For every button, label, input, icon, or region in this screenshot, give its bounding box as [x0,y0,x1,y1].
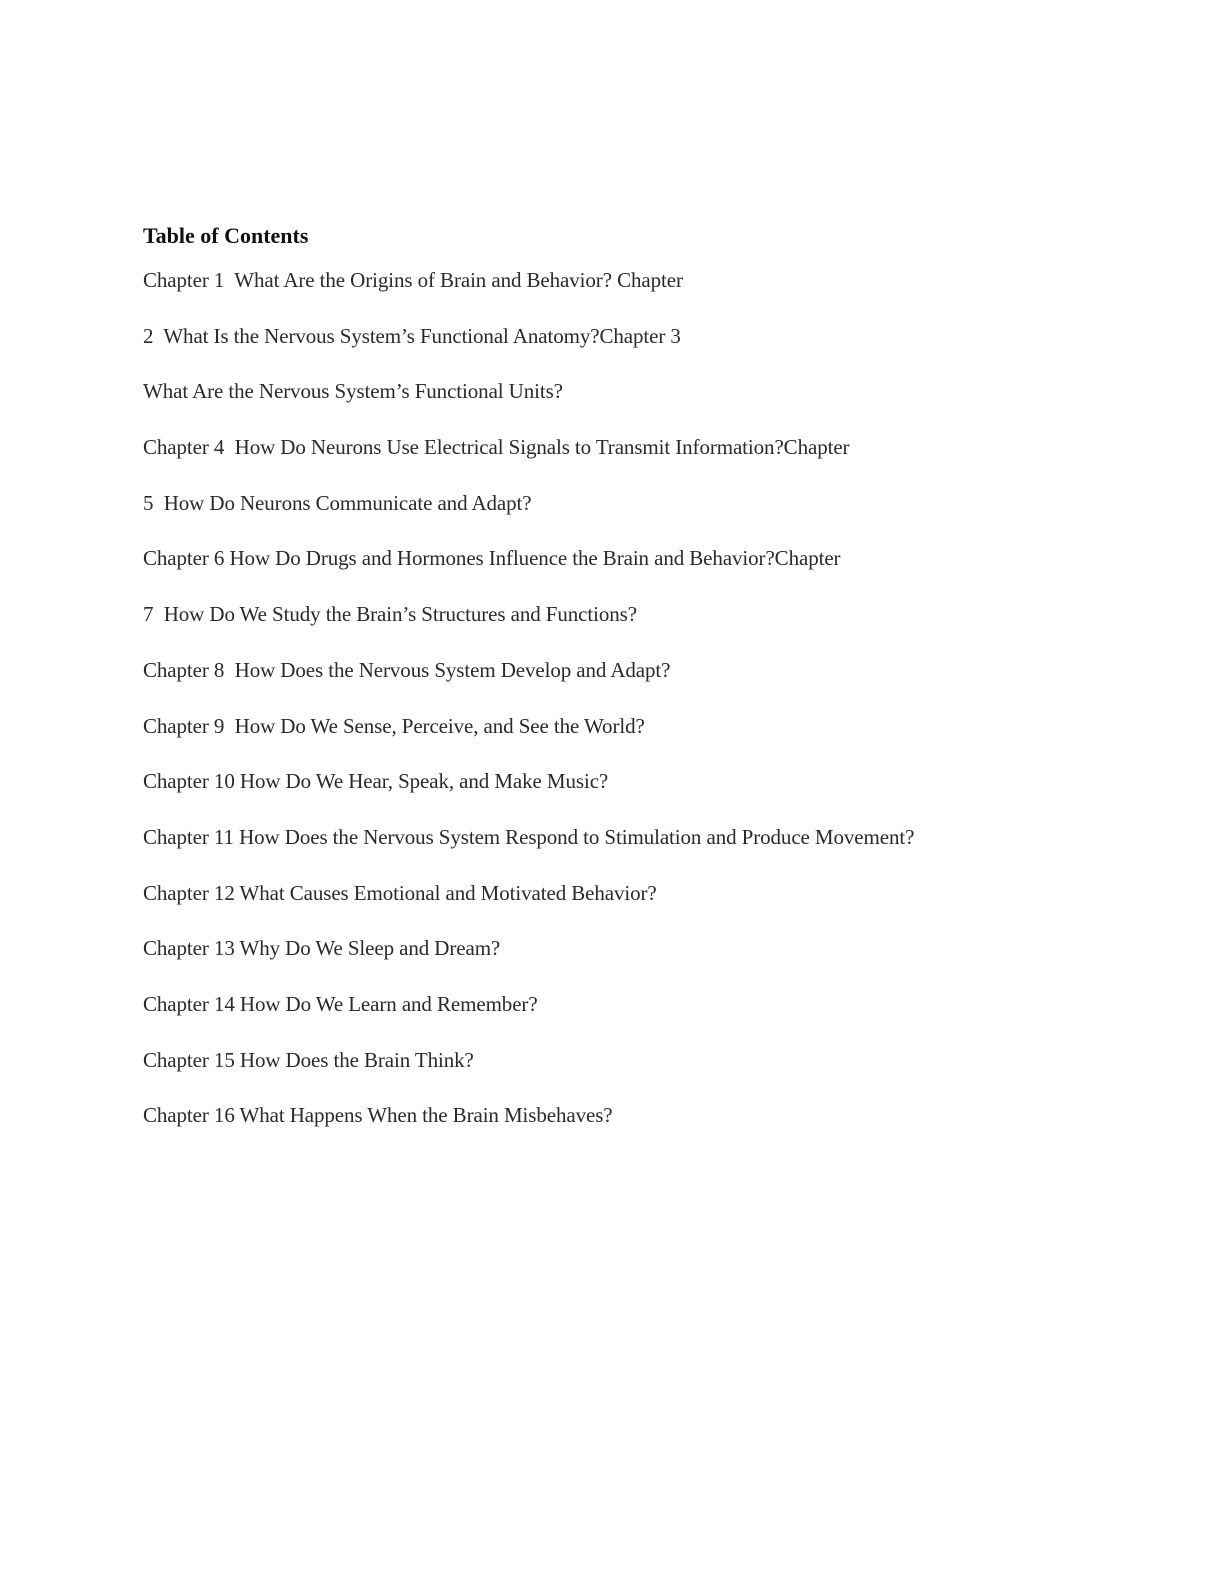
toc-line: What Are the Nervous System’s Functional Units? [143,379,563,404]
toc-line: Chapter 9 How Do We Sense, Perceive, and See the World? [143,713,645,738]
toc-line: Chapter 11 How Does the Nervous System Respond to Stimulation and Produce Movement? [143,824,915,849]
toc-line: Chapter 4 How Do Neurons Use Electrical Signals to Transmit Information?Chapter [143,435,850,460]
toc-line: Chapter 8 How Does the Nervous System Develop and Adapt? [143,657,671,682]
toc-line: Chapter 15 How Does the Brain Think? [143,1047,474,1072]
toc-line: Chapter 10 How Do We Hear, Speak, and Make Music? [143,769,609,794]
toc-line: 7 How Do We Study the Brain’s Structures and Functions? [143,602,637,627]
toc-line: Chapter 16 What Happens When the Brain Misbehaves? [143,1103,613,1128]
toc-line: Chapter 14 How Do We Learn and Remember? [143,991,538,1016]
toc-list [143,267,914,1158]
toc-heading: Table of Contents [143,223,309,248]
toc-line: 5 How Do Neurons Communicate and Adapt? [143,490,532,515]
toc-line: 2 What Is the Nervous System’s Functional Anatomy?Chapter 3 [143,323,681,348]
toc-line: Chapter 12 What Causes Emotional and Motivated Behavior? [143,880,657,905]
toc-line: Chapter 13 Why Do We Sleep and Dream? [143,936,501,961]
toc-line: Chapter 6 How Do Drugs and Hormones Influence the Brain and Behavior?Chapter [143,546,841,571]
toc-line: Chapter 1 What Are the Origins of Brain and Behavior? Chapter [143,268,683,292]
